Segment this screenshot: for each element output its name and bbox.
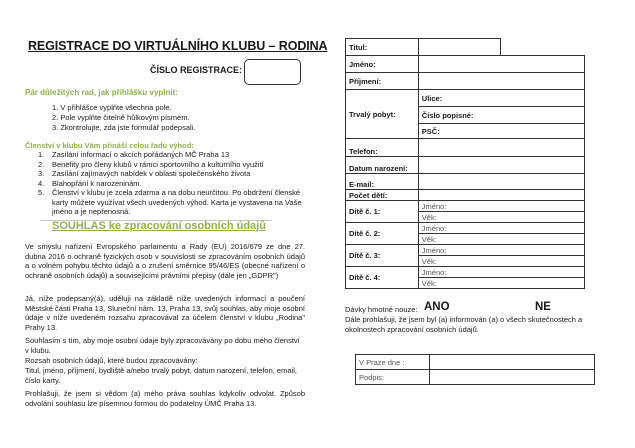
telefon-field[interactable] xyxy=(418,139,584,157)
titul-field[interactable] xyxy=(418,39,501,56)
tip-item: 1. V přihlášce vyplňte všechna pole. xyxy=(52,103,172,112)
child-3-label: Dítě č. 3: xyxy=(346,245,419,267)
undersigned-paragraph: Já, níže podepsaný(á), uděluji na základě níže uvedených informací a poučení Městské části Praha 13, Sluneční nám. 13, Praha 13, svůj souhlas, aby moje osobní údaje v níže uvedeném rozsahu zpracovával za účelem členství v klubu „Rodina" Prahy 13. xyxy=(25,294,305,332)
cislo-popisne-field[interactable]: Číslo popisné: xyxy=(418,107,584,124)
titul-label: Titul: xyxy=(346,39,419,56)
child-1-name-field[interactable]: Jméno: xyxy=(418,201,584,212)
consent-title: SOUHLAS ke zpracování osobních údajů xyxy=(52,220,266,232)
benefits-list xyxy=(38,150,308,217)
registration-number-label: ČÍSLO REGISTRACE: xyxy=(150,65,243,75)
telefon-label: Telefon: xyxy=(346,139,419,157)
registration-number-field[interactable] xyxy=(244,59,301,85)
form-title: REGISTRACE DO VIRTUÁLNÍHO KLUBU – RODINA xyxy=(28,39,328,53)
child-4-name-field[interactable]: Jméno: xyxy=(418,267,584,278)
prijmeni-field[interactable] xyxy=(418,73,584,90)
pocet-deti-field[interactable] xyxy=(418,190,584,201)
ulice-field[interactable]: Ulice: xyxy=(418,90,584,107)
datum-narozeni-field[interactable] xyxy=(418,157,584,174)
child-1-age-field[interactable]: Věk: xyxy=(418,212,584,223)
duration-paragraph: Souhlasím s tím, aby moje osobní údaje byly zpracovávány po dobu mého členství v klubu. xyxy=(25,336,300,355)
gdpr-paragraph: Ve smyslu nařízení Evropského parlamentu a Rady (EU) 2016/679 ze dne 27. dubna 2016 o ochraně fyzických osob v souvislosti se zpracováním osobních údajů a o volném pohybu těchto údajů a o zrušení směrnice 95/46/ES (obecné nařízení o ochraně osobních údajů) a souvisejícími právními přepisy (dále jen „GDPR") xyxy=(25,242,305,280)
declaration-text: Dále prohlašuji, že jsem byl (a) informován (a) o všech skutečnostech a okolnostech zpracování osobních údajů. xyxy=(345,315,583,334)
signature-field[interactable] xyxy=(429,370,594,385)
child-2-label: Dítě č. 2: xyxy=(346,223,419,245)
scope-heading: Rozsah osobních údajů, které budou zpracovávány: xyxy=(25,356,198,365)
signature-table xyxy=(355,354,595,385)
benefit-item: 5. Členství v klubu je zcela zdarma a na dobu neurčitou. Po obdržení členské karty můžete využívat všech uvedených výhod. Karta je vystavena na Vaše jméno a je nepřenosná. xyxy=(38,188,302,216)
empty-cell xyxy=(501,39,585,56)
personal-data-table xyxy=(345,38,585,289)
benefits-need-no-option[interactable]: NE xyxy=(535,301,551,313)
place-date-label: V Praze dne : xyxy=(356,355,430,370)
scope-paragraph: Titul, jméno, příjmení, bydliště a/nebo trvalý pobyt, datum narození, telefon, email, číslo karty. xyxy=(25,366,297,385)
benefits-heading: Členství v klubu Vám přináší celou řadu výhod: xyxy=(25,141,194,150)
benefits-need-yes-option[interactable]: ANO xyxy=(424,301,450,313)
child-2-age-field[interactable]: Věk: xyxy=(418,234,584,245)
tips-list xyxy=(52,103,195,133)
child-3-age-field[interactable]: Věk: xyxy=(418,256,584,267)
child-2-name-field[interactable]: Jméno: xyxy=(418,223,584,234)
place-date-field[interactable] xyxy=(429,355,594,370)
tip-item: 3. Zkontrolujte, zda jste formulář podepsali. xyxy=(52,123,196,132)
benefits-need-label: Dávky hmotné nouze: xyxy=(345,305,418,314)
benefit-item: 4. Blahopřání k narozeninám. xyxy=(38,178,142,188)
pocet-deti-label: Počet dětí: xyxy=(346,190,419,201)
child-3-name-field[interactable]: Jméno: xyxy=(418,245,584,256)
email-field[interactable] xyxy=(418,174,584,190)
email-label: E-mail: xyxy=(346,174,419,190)
revoke-paragraph: Prohlašuji, že jsem si vědom (a) mého práva souhlas kdykoliv odvolat. Způsob odvolání souhlasu lze písemnou formou do podatelny ÚMČ Praha 13. xyxy=(25,389,305,408)
signature-label: Podpis: xyxy=(356,370,430,385)
benefit-item: 2. Benefity pro členy klubů v rámci sportovního a kulturního využití xyxy=(38,159,264,169)
jmeno-label: Jméno: xyxy=(346,56,419,73)
benefit-item: 1. Zasílání informací o akcích pořádaných MČ Praha 13 xyxy=(38,150,230,159)
prijmeni-label: Příjmení: xyxy=(346,73,419,90)
tips-heading: Pár důležitých rad, jak přihlášku vyplnit: xyxy=(25,88,178,97)
tip-item: 2. Pole vyplňte čitelně hůlkovým písmem. xyxy=(52,113,190,122)
datum-narozeni-label: Datum narození: xyxy=(346,157,419,174)
jmeno-field[interactable] xyxy=(418,56,584,73)
child-4-age-field[interactable]: Věk: xyxy=(418,278,584,289)
benefit-item: 3. Zasílání zajímavých nabídek v oblasti společenského života xyxy=(38,169,251,178)
child-1-label: Dítě č. 1: xyxy=(346,201,419,223)
child-4-label: Dítě č. 4: xyxy=(346,267,419,289)
psc-field[interactable]: PSČ: xyxy=(418,124,584,139)
trvaly-pobyt-label: Trvalý pobyt: xyxy=(346,90,419,139)
